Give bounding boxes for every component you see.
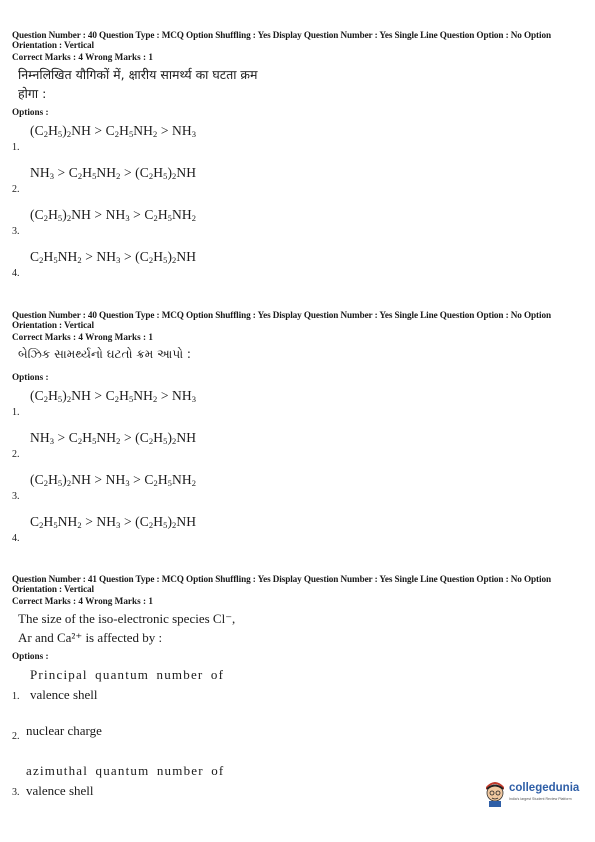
option-text-line: Principal quantum number of (30, 667, 225, 682)
option-2[interactable] (12, 717, 587, 755)
option-3[interactable] (12, 201, 587, 243)
option-number: 2. (12, 449, 20, 460)
option-formula: $(C_2H_5)_2NH > NH_3 > C_2H_5NH_2$ (30, 472, 197, 488)
question-marks: Correct Marks : 4 Wrong Marks : 1 (12, 596, 153, 606)
option-number: 1. (12, 142, 20, 153)
question-text-line: Ar and Ca²⁺ is affected by : (18, 630, 163, 645)
option-3[interactable] (12, 466, 587, 508)
option-number: 3. (12, 226, 20, 237)
question-text (18, 609, 587, 647)
option-text-line: nuclear charge (26, 723, 102, 738)
question-header: Question Number : 40 Question Type : MCQ Option Shuffling : Yes Display Question Number : Yes Single Line Question Option : No Option Orientation : Vertical (12, 310, 551, 330)
option-formula: $(C_2H_5)_2NH > NH_3 > C_2H_5NH_2$ (30, 207, 197, 223)
question-text-line: होगा : (18, 86, 47, 101)
option-text-line: valence shell (30, 687, 98, 702)
option-number: 1. (12, 407, 20, 418)
option-number: 3. (12, 491, 20, 502)
option-2[interactable] (12, 424, 587, 466)
option-4[interactable] (12, 243, 587, 285)
option-number: 4. (12, 268, 20, 279)
option-number: 4. (12, 533, 20, 544)
option-1[interactable] (12, 661, 587, 717)
logo-wordmark: collegedunia (509, 782, 580, 794)
option-number: 3. (12, 787, 20, 798)
option-number: 2. (12, 184, 20, 195)
option-formula: $C_2H_5NH_2 > NH_3 > (C_2H_5)_2NH$ (30, 514, 197, 530)
question-text (18, 345, 587, 364)
option-formula: $(C_2H_5)_2NH > C_2H_5NH_2 > NH_3$ (30, 388, 197, 404)
option-formula: $NH_3 > C_2H_5NH_2 > (C_2H_5)_2NH$ (30, 430, 197, 446)
option-text-line: valence shell (26, 783, 94, 798)
option-formula: $C_2H_5NH_2 > NH_3 > (C_2H_5)_2NH$ (30, 249, 197, 265)
option-text-line: azimuthal quantum number of (26, 763, 225, 778)
graduate-mascot-icon (482, 778, 508, 808)
question-marks: Correct Marks : 4 Wrong Marks : 1 (12, 52, 153, 62)
option-formula: $NH_3 > C_2H_5NH_2 > (C_2H_5)_2NH$ (30, 165, 197, 181)
question-marks: Correct Marks : 4 Wrong Marks : 1 (12, 332, 153, 342)
question-text-line: The size of the iso-electronic species Cl⁻, (18, 611, 236, 626)
option-1[interactable] (12, 117, 587, 159)
question-text (18, 65, 587, 103)
option-1[interactable] (12, 382, 587, 424)
question-block (12, 30, 587, 285)
logo-tagline: India's largest Student Review Platform (509, 797, 572, 801)
collegedunia-logo (482, 778, 582, 810)
question-block (12, 310, 587, 550)
option-2[interactable] (12, 159, 587, 201)
question-text-line: બેઝિક સામર્થ્યનો ઘટતો ક્રમ આપો : (18, 347, 191, 361)
options-label: Options : (12, 107, 49, 117)
question-text-line: निम्नलिखित यौगिकों में, क्षारीय सामर्थ्य का घटता क्रम (18, 67, 258, 82)
question-header: Question Number : 41 Question Type : MCQ Option Shuffling : Yes Display Question Number : Yes Single Line Question Option : No Option Orientation : Vertical (12, 574, 551, 594)
option-formula: $(C_2H_5)_2NH > C_2H_5NH_2 > NH_3$ (30, 123, 197, 139)
option-4[interactable] (12, 508, 587, 550)
options-label: Options : (12, 651, 49, 661)
option-number: 1. (12, 691, 20, 702)
question-header: Question Number : 40 Question Type : MCQ Option Shuffling : Yes Display Question Number : Yes Single Line Question Option : No Option Orientation : Vertical (12, 30, 551, 50)
question-block (12, 574, 587, 803)
option-number: 2. (12, 731, 20, 742)
options-label: Options : (12, 372, 49, 382)
